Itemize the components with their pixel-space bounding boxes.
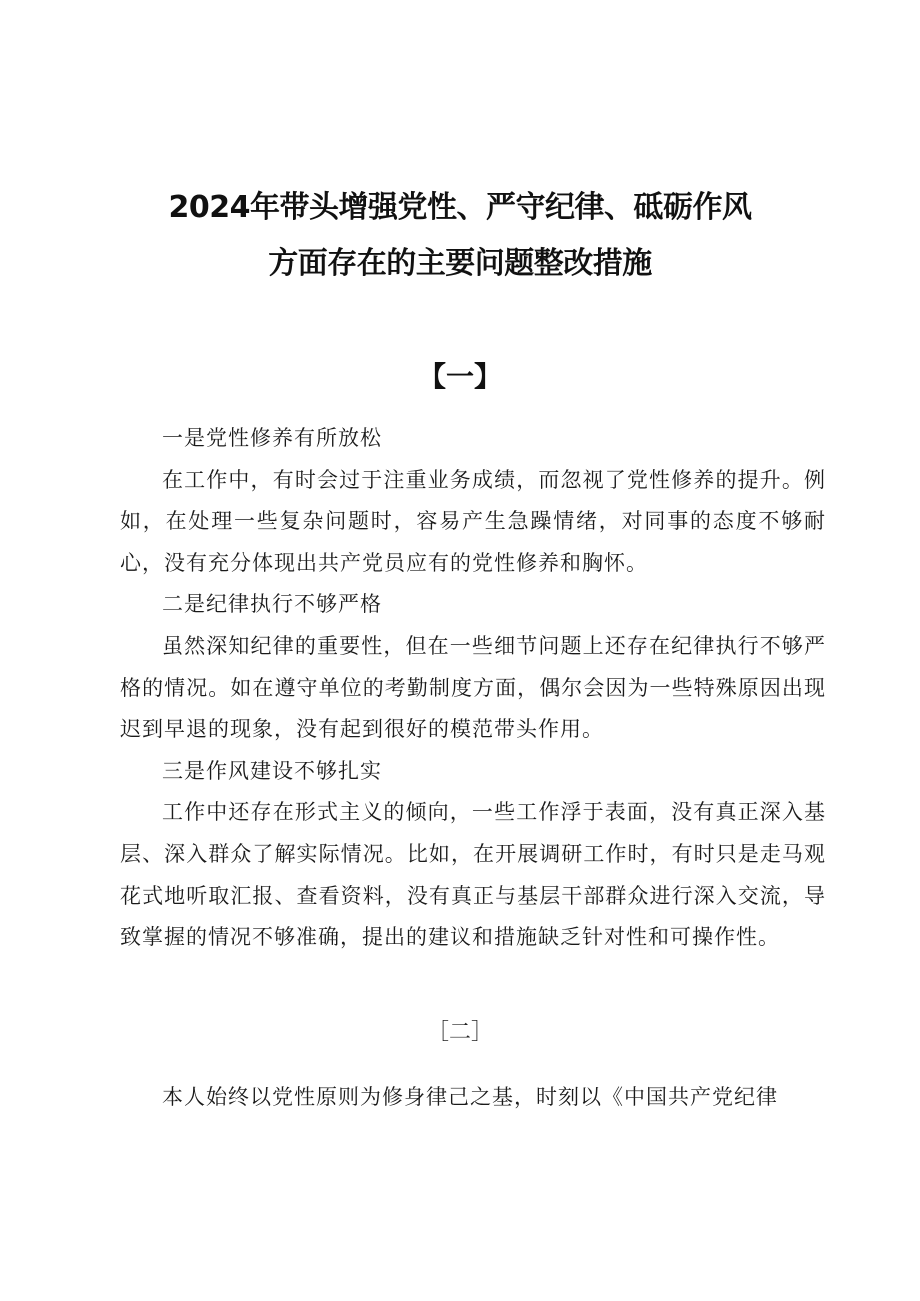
subheading-work-style: 三是作风建设不够扎实 xyxy=(162,758,382,783)
document-title-line-1: 2024年带头增强党性、严守纪律、砥砺作风 xyxy=(168,190,752,225)
section-2-body xyxy=(120,1077,826,1119)
subheading-discipline: 二是纪律执行不够严格 xyxy=(162,592,382,617)
paragraph-party-spirit: 在工作中，有时会过于注重业务成绩，而忽视了党性修养的提升。例如，在处理一些复杂问题时，容易产生急躁情绪，对同事的态度不够耐心，没有充分体现出共产党员应有的党性修养和胸怀。 xyxy=(120,467,826,575)
section-1-heading: 【一】 xyxy=(417,360,502,393)
paragraph-work-style: 工作中还存在形式主义的倾向，一些工作浮于表面，没有真正深入基层、深入群众了解实际情况。比如，在开展调研工作时，有时只是走马观花式地听取汇报、查看资料，没有真正与基层干部群众进行深入交流，导致掌握的情况不够准确，提出的建议和措施缺乏针对性和可操作性。 xyxy=(120,800,826,950)
paragraph-section-2-intro: 本人始终以党性原则为修身律己之基，时刻以《中国共产党纪律 xyxy=(162,1085,778,1109)
subheading-party-spirit: 一是党性修养有所放松 xyxy=(162,426,382,450)
document-title-line-2: 方面存在的主要问题整改措施 xyxy=(268,246,652,281)
paragraph-discipline: 虽然深知纪律的重要性，但在一些细节问题上还存在纪律执行不够严格的情况。如在遵守单位的考勤制度方面，偶尔会因为一些特殊原因出现迟到早退的现象，没有起到很好的模范带头作用。 xyxy=(120,633,826,742)
section-2-heading: ［二］ xyxy=(426,1020,493,1045)
section-1-body xyxy=(120,418,826,959)
